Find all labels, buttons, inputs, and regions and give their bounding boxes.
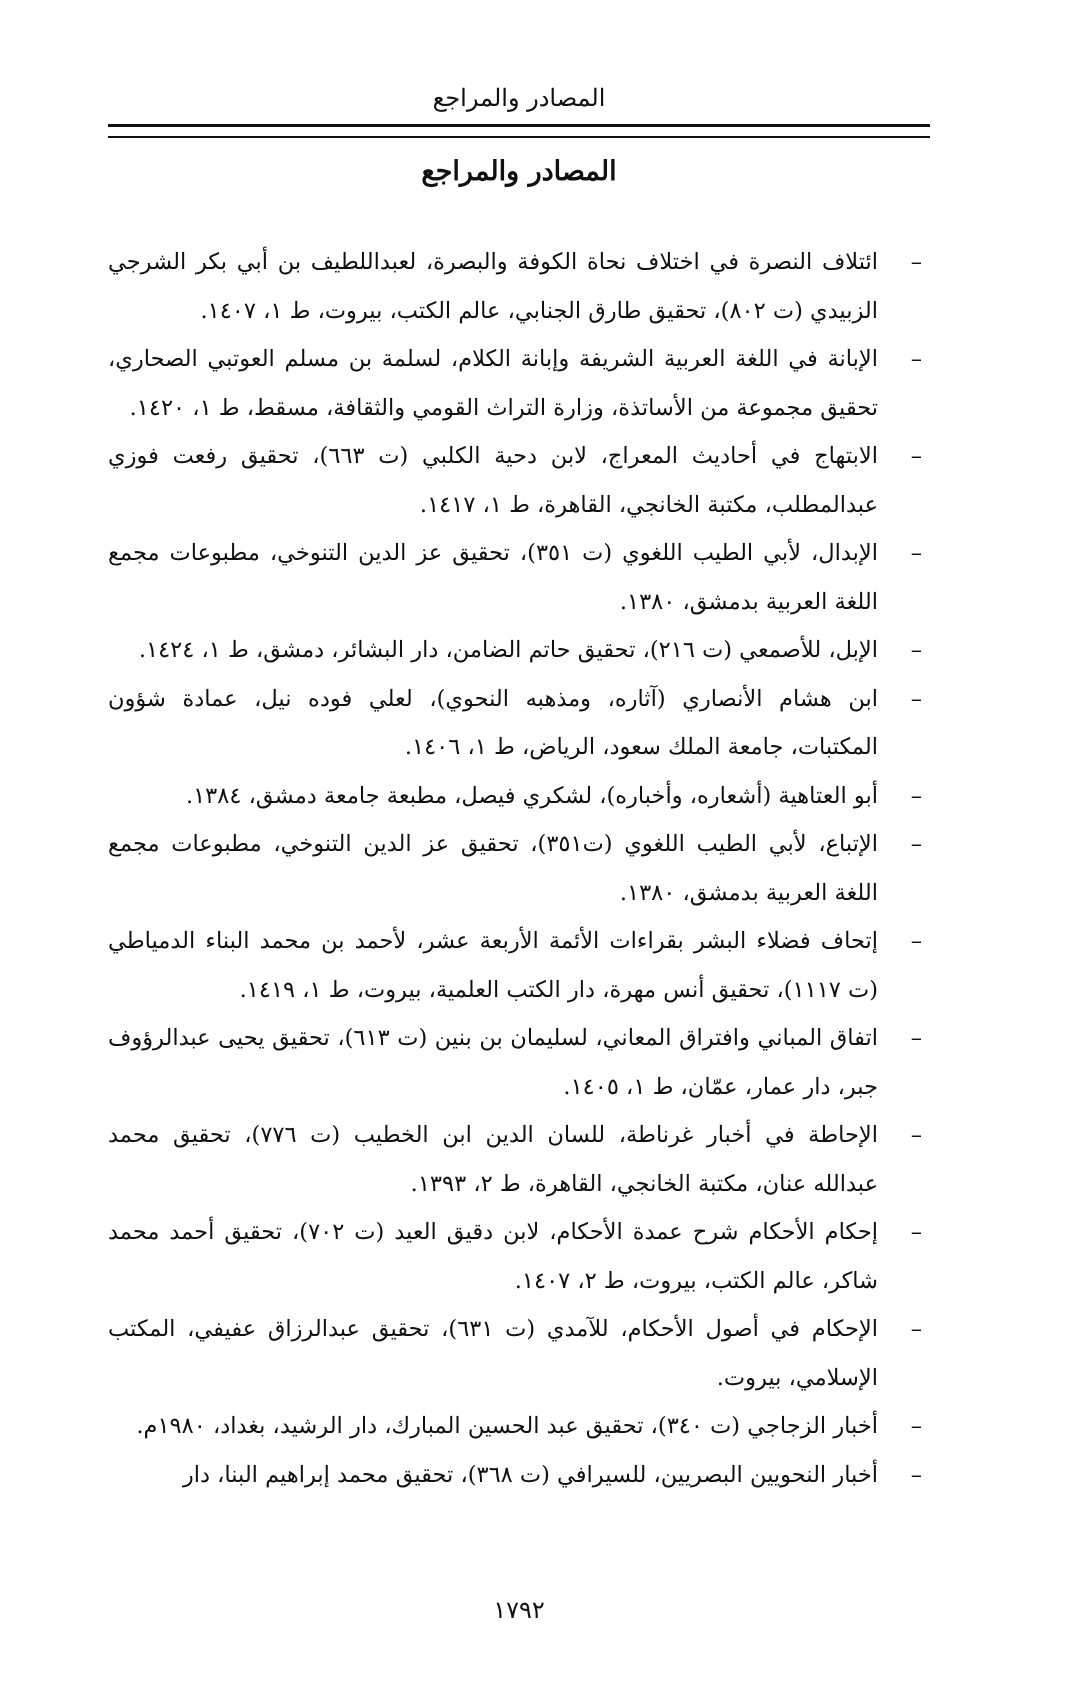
bullet-dash: –: [910, 685, 922, 712]
bullet-dash: –: [910, 1219, 922, 1245]
reference-text: أبو العتاهية (أشعاره، وأخباره)، لشكري فيصل، مطبعة جامعة دمشق، ١٣٨٤.: [185, 782, 878, 809]
bullet-dash: –: [910, 782, 922, 809]
bullet-dash: –: [910, 443, 922, 469]
bullet-dash: –: [910, 249, 922, 275]
reference-text: الإتباع، لأبي الطيب اللغوي (ت٣٥١)، تحقيق عز الدين التنوخي، مطبوعات مجمع اللغة العربية بدمشق، ١٣٨٠.: [108, 831, 878, 906]
bullet-dash: –: [910, 346, 922, 372]
bullet-dash: –: [910, 1122, 922, 1148]
reference-text: إحكام الأحكام شرح عمدة الأحكام، لابن دقيق العيد (ت ٧٠٢)، تحقيق أحمد محمد شاكر، عالم الكتب، بيروت، ط ٢، ١٤٠٧.: [108, 1219, 879, 1294]
bullet-dash: –: [910, 1025, 922, 1051]
reference-text: ائتلاف النصرة في اختلاف نحاة الكوفة والبصرة، لعبداللطيف بن أبي بكر الشرجي الزبيدي (ت ٨٠٢)، تحقيق طارق الجنابي، عالم الكتب، بيروت، ط ١، ١٤٠٧.: [108, 249, 878, 324]
reference-entry: [108, 1014, 930, 1111]
reference-text: الإبل، للأصمعي (ت ٢١٦)، تحقيق حاتم الضامن، دار البشائر، دمشق، ط ١، ١٤٢٤.: [138, 637, 878, 663]
bullet-dash: –: [910, 1316, 922, 1342]
reference-entry: [108, 335, 930, 432]
reference-text: الابتهاج في أحاديث المعراج، لابن دحية الكلبي (ت ٦٦٣)، تحقيق رفعت فوزي عبدالمطلب، مكتبة الخانجي، القاهرة، ط ١، ١٤١٧.: [108, 443, 878, 518]
reference-entry: [108, 238, 930, 335]
reference-text: أخبار الزجاجي (ت ٣٤٠)، تحقيق عبد الحسين المبارك، دار الرشيد، بغداد، ١٩٨٠م.: [136, 1413, 878, 1439]
reference-text: الإبانة في اللغة العربية الشريفة وإبانة الكلام، لسلمة بن مسلم العوتبي الصحاري، تحقيق مجموعة من الأساتذة، وزارة التراث القومي والثقافة، مسقط، ط ١، ١٤٢٠.: [108, 346, 878, 421]
reference-entry: [108, 820, 930, 917]
reference-text: ابن هشام الأنصاري (آثاره، ومذهبه النحوي)، لعلي فوده نيل، عمادة شؤون المكتبات، جامعة الملك سعود، الرياض، ط ١، ١٤٠٦.: [108, 685, 878, 760]
reference-text: الإحاطة في أخبار غرناطة، للسان الدين ابن الخطيب (ت ٧٧٦)، تحقيق محمد عبدالله عنان، مكتبة الخانجي، القاهرة، ط ٢، ١٣٩٣.: [108, 1122, 878, 1197]
reference-entry: [108, 772, 930, 821]
reference-text: اتفاق المباني وافتراق المعاني، لسليمان بن بنين (ت ٦١٣)، تحقيق يحيى عبدالرؤوف جبر، دار عمار، عمّان، ط ١، ١٤٠٥.: [108, 1025, 878, 1100]
reference-entry: [108, 1402, 930, 1451]
reference-text: الإحكام في أصول الأحكام، للآمدي (ت ٦٣١)، تحقيق عبدالرزاق عفيفي، المكتب الإسلامي، بيروت.: [108, 1316, 878, 1391]
page-number: ١٧٩٢: [493, 1596, 545, 1624]
reference-entry: [108, 917, 930, 1014]
reference-entry: [108, 626, 930, 675]
reference-entry: [108, 1111, 930, 1208]
header-rule-thin: [108, 136, 930, 138]
bullet-dash: –: [910, 831, 922, 857]
bullet-dash: –: [910, 928, 922, 954]
section-title: المصادر والمراجع: [421, 156, 617, 187]
reference-entry: [108, 675, 930, 772]
reference-entry: [108, 1305, 930, 1402]
header-rule-thick: [108, 124, 930, 127]
bullet-dash: –: [910, 1461, 922, 1488]
bullet-dash: –: [910, 1413, 922, 1439]
reference-text: إتحاف فضلاء البشر بقراءات الأئمة الأربعة عشر، لأحمد بن محمد البناء الدمياطي (ت ١١١٧)، تحقيق أنس مهرة، دار الكتب العلمية، بيروت، ط ١، ١٤١٩.: [108, 928, 878, 1003]
reference-entry: [108, 529, 930, 626]
bullet-dash: –: [910, 637, 922, 663]
running-header: المصادر والمراجع: [432, 84, 606, 112]
reference-text: الإبدال، لأبي الطيب اللغوي (ت ٣٥١)، تحقيق عز الدين التنوخي، مطبوعات مجمع اللغة العربية بدمشق، ١٣٨٠.: [108, 540, 878, 615]
reference-entry: [108, 1208, 930, 1305]
reference-entry: [108, 432, 930, 529]
bullet-dash: –: [910, 540, 922, 566]
reference-list: [108, 238, 930, 1499]
reference-text: أخبار النحويين البصريين، للسيرافي (ت ٣٦٨)، تحقيق محمد إبراهيم البنا، دار: [182, 1461, 878, 1488]
reference-entry: [108, 1451, 930, 1500]
